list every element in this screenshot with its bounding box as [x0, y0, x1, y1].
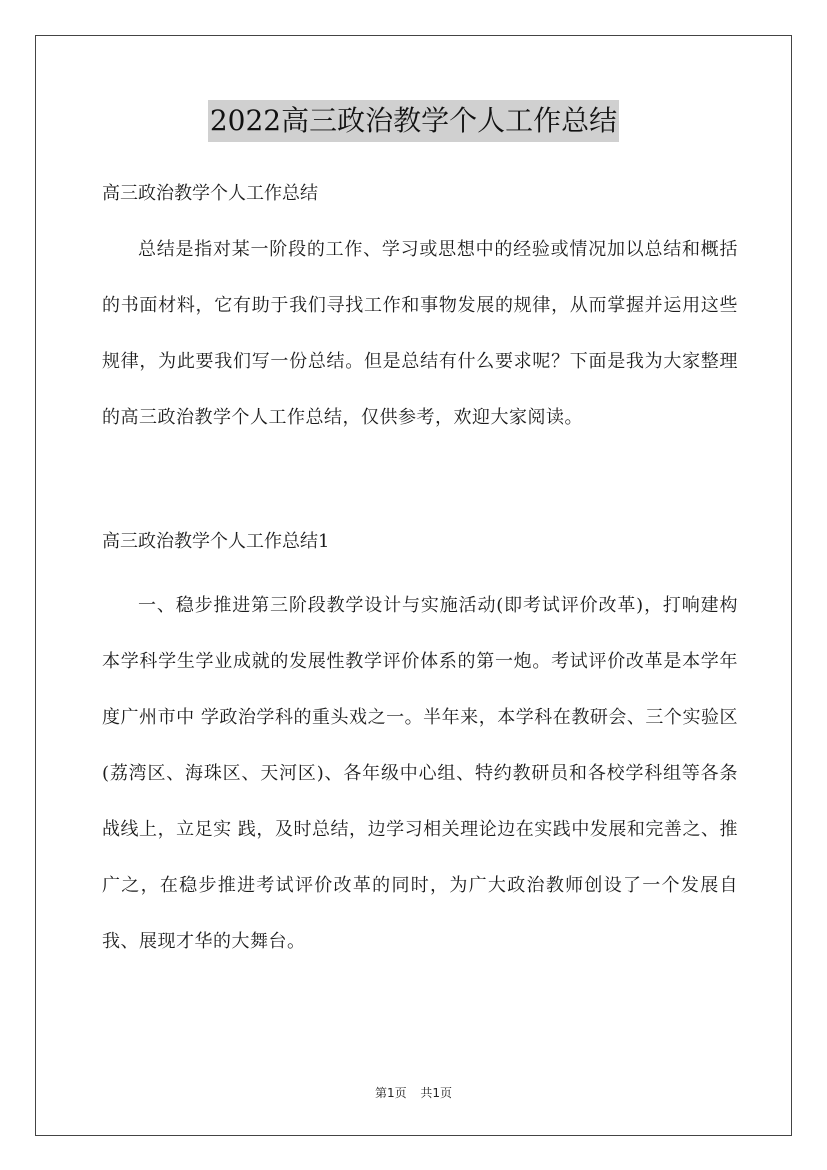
document-body [102, 176, 738, 970]
page-number: 第1页 [374, 1086, 407, 1100]
subheading-intro: 高三政治教学个人工作总结 [102, 183, 318, 204]
subheading-section-1: 高三政治教学个人工作总结1 [102, 531, 330, 552]
document-title [0, 100, 827, 142]
page-footer [0, 1084, 827, 1101]
title-text: 2022高三政治教学个人工作总结 [208, 100, 619, 142]
page-total: 共1页 [420, 1086, 453, 1100]
section-1-paragraph: 一、稳步推进第三阶段教学设计与实施活动(即考试评价改革)，打响建构本学科学生学业成就的发展性教学评价体系的第一炮。考试评价改革是本学年度广州市中 学政治学科的重头戏之一。半年来，本学科在教研会、三个实验区(荔湾区、海珠区、天河区)、各年级中心组、特约教研员和各校学科组等各条战线上，立足实 践，及时总结，边学习相关理论边在实践中发展和完善之、推广之，在稳步推进考试评价改革的同时，为广大政治教师创设了一个发展自我、展现才华的大舞台。 [102, 595, 738, 952]
intro-paragraph: 总结是指对某一阶段的工作、学习或思想中的经验或情况加以总结和概括的书面材料，它有助于我们寻找工作和事物发展的规律，从而掌握并运用这些规律，为此要我们写一份总结。但是总结有什么要求呢？下面是我为大家整理的高三政治教学个人工作总结，仅供参考，欢迎大家阅读。 [102, 239, 738, 428]
